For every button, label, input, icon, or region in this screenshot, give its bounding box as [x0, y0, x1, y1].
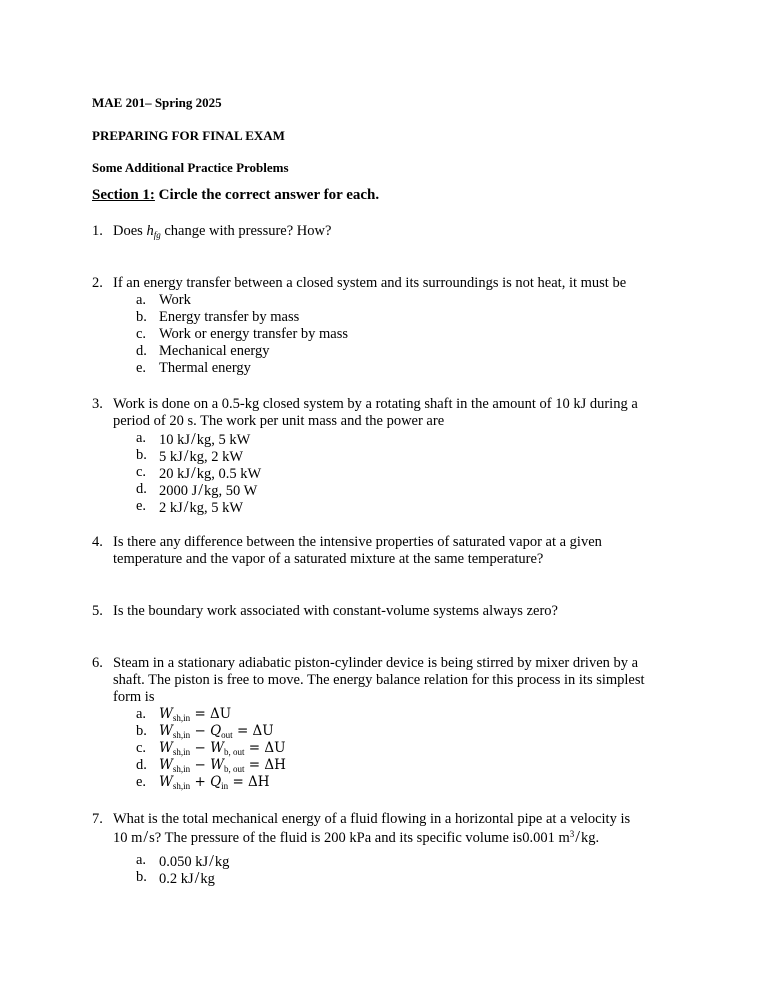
option-equation: $W_{sh,in} + Q_{in} = \Delta H$	[159, 774, 270, 791]
question-4-line1: Is there any difference between the intensive properties of saturated vapor at a given	[113, 534, 602, 550]
question-7-line2: 10 m/s? The pressure of the fluid is 200 kPa and its specific volume is0.001 $m^3/kg$.	[113, 827, 600, 846]
option-equation: $W_{sh,in} - Q_{out} = \Delta U$	[159, 723, 274, 740]
section-instruction: Circle the correct answer for each.	[154, 187, 380, 203]
option-letter: b.	[136, 447, 147, 463]
option-text: 2 kJ/kg, 5 kW	[159, 497, 244, 516]
option-text: 2000 J/kg, 50 W	[159, 480, 258, 499]
option-text: 0.2 kJ/kg	[159, 868, 215, 887]
option-text: 0.050 kJ/kg	[159, 851, 230, 870]
option-letter: b.	[136, 869, 147, 885]
option-equation: $W_{sh,in} - W_{b, out} = \Delta H$	[159, 757, 286, 774]
option-letter: d.	[136, 481, 147, 497]
section-label: Section 1:	[92, 187, 155, 203]
question-3-line1: Work is done on a 0.5-kg closed system by a rotating shaft in the amount of 10 kJ during a	[113, 396, 638, 412]
option-letter: a.	[136, 430, 147, 446]
option-text: Thermal energy	[159, 360, 251, 376]
option-letter: c.	[136, 740, 147, 756]
option-equation: $W_{sh,in} = \Delta U$	[159, 706, 232, 723]
question-3-line2: period of 20 s. The work per unit mass and the power are	[113, 413, 445, 429]
question-number: 6.	[92, 655, 103, 671]
question-number: 3.	[92, 396, 103, 412]
question-5-text: Is the boundary work associated with constant-volume systems always zero?	[113, 603, 558, 619]
question-number: 7.	[92, 811, 103, 827]
option-letter: e.	[136, 774, 147, 790]
option-text: Mechanical energy	[159, 343, 270, 359]
question-6-line2: shaft. The piston is free to move. The energy balance relation for this process in its simplest	[113, 672, 645, 688]
option-letter: d.	[136, 757, 147, 773]
question-1-text: Does $h_{fg}$ change with pressure? How?	[113, 223, 332, 240]
question-number: 5.	[92, 603, 103, 619]
question-number: 2.	[92, 275, 103, 291]
option-text: 10 kJ/kg, 5 kW	[159, 429, 251, 448]
page-subtitle: Some Additional Practice Problems	[92, 160, 289, 175]
option-text: Energy transfer by mass	[159, 309, 300, 325]
option-letter: e.	[136, 360, 147, 376]
option-letter: a.	[136, 292, 147, 308]
question-2-text: If an energy transfer between a closed system and its surroundings is not heat, it must be	[113, 275, 627, 291]
option-letter: d.	[136, 343, 147, 359]
option-letter: b.	[136, 309, 147, 325]
option-letter: a.	[136, 706, 147, 722]
option-text: Work	[159, 292, 191, 308]
course-title: MAE 201– Spring 2025	[92, 95, 222, 110]
option-letter: a.	[136, 852, 147, 868]
option-letter: e.	[136, 498, 147, 514]
question-6-line3: form is	[113, 689, 155, 705]
option-letter: c.	[136, 326, 147, 342]
exam-title: PREPARING FOR FINAL EXAM	[92, 128, 285, 143]
option-text: Work or energy transfer by mass	[159, 326, 349, 342]
option-letter: c.	[136, 464, 147, 480]
option-text: 20 kJ/kg, 0.5 kW	[159, 463, 262, 482]
question-number: 4.	[92, 534, 103, 550]
section-heading	[92, 187, 379, 204]
question-6-line1: Steam in a stationary adiabatic piston-cylinder device is being stirred by mixer driven by a	[113, 655, 639, 671]
option-equation: $W_{sh,in} - W_{b, out} = \Delta U$	[159, 740, 286, 757]
option-letter: b.	[136, 723, 147, 739]
question-number: 1.	[92, 223, 103, 239]
option-text: 5 kJ/kg, 2 kW	[159, 446, 244, 465]
question-7-line1: What is the total mechanical energy of a fluid flowing in a horizontal pipe at a velocity is	[113, 811, 631, 827]
question-4-line2: temperature and the vapor of a saturated mixture at the same temperature?	[113, 551, 544, 567]
